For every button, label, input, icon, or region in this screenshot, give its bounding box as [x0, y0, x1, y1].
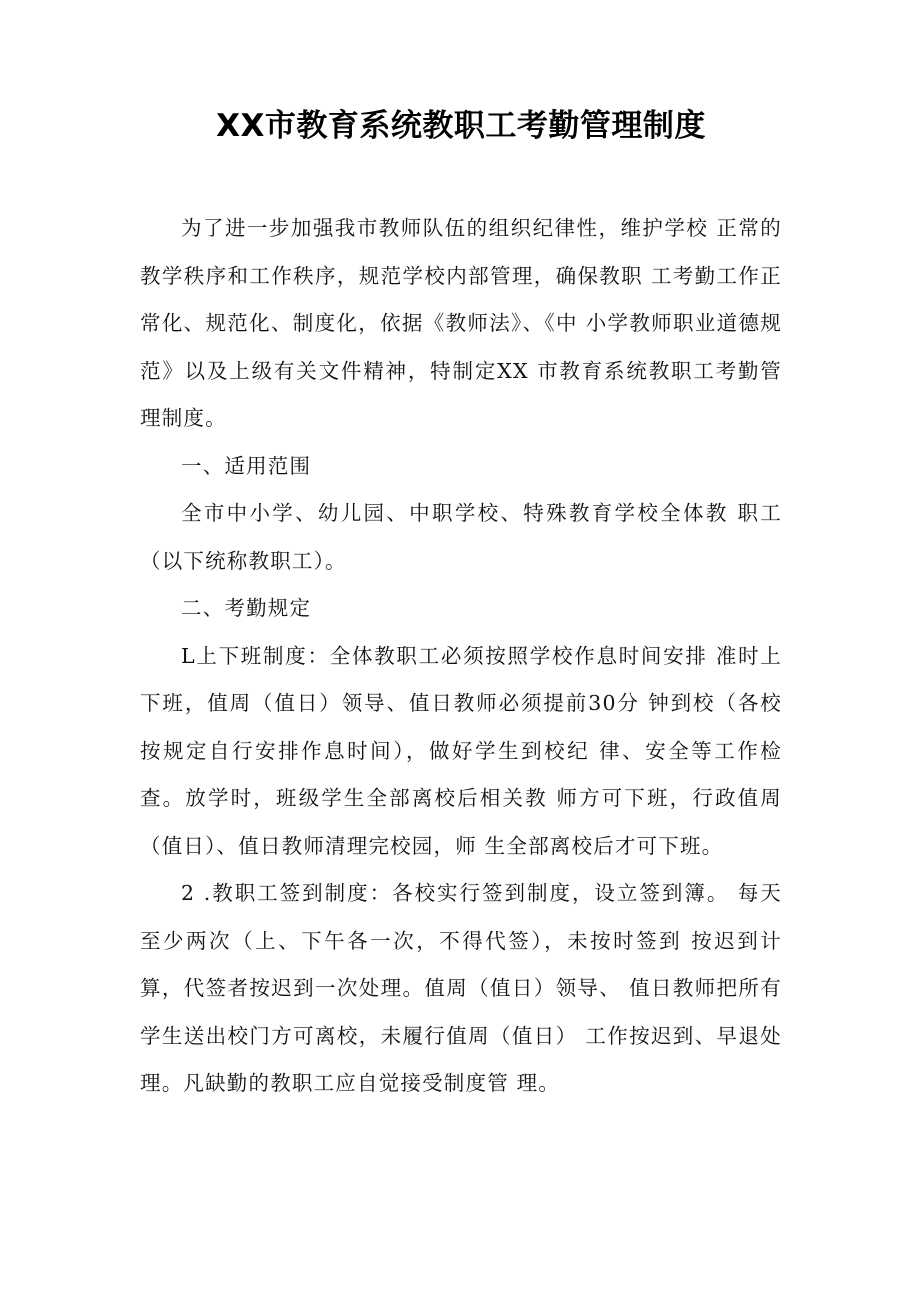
- document-body: [140, 205, 782, 1108]
- intro-paragraph: 为了进一步加强我市教师队伍的组织纪律性，维护学校 正常的教学秩序和工作秩序，规范学校内部管理，确保教职 工考勤工作正常化、规范化、制度化，依据《教师法》、《中 小学教师职业道德规范》以及上级有关文件精神，特制定XX 市教育系统教职工考勤管理制度。: [140, 216, 782, 431]
- section-heading-scope: 一、适用范围: [181, 453, 312, 478]
- scope-paragraph: 全市中小学、幼儿园、中职学校、特殊教育学校全体教 职工（以下统称教职工）。: [140, 501, 782, 573]
- section-heading-attendance-rules: 二、考勤规定: [181, 596, 312, 621]
- section-attendance-rules: [140, 585, 782, 1108]
- section-scope: [140, 443, 782, 586]
- work-hours-paragraph: L上下班制度：全体教职工必须按照学校作息时间安排 准时上下班，值周（值日）领导、值日教师必须提前30分 钟到校（各校按规定自行安排作息时间），做好学生到校纪 律、安全等工作检查。放学时，班级学生全部离校后相关教 师方可下班，行政值周（值日）、值日教师清理完校园，师 生全部离校后才可下班。: [140, 643, 782, 858]
- sign-in-paragraph: 2 .教职工签到制度：各校实行签到制度，设立签到簿。 每天至少两次（上、下午各一次，不得代签），未按时签到 按迟到计算，代签者按迟到一次处理。值周（值日）领导、 值日教师把所有学生送出校门方可离校，未履行值周（值日） 工作按迟到、早退处理。凡缺勤的教职工应自觉接受制度管 理。: [140, 881, 782, 1096]
- document-title: XX市教育系统教职工考勤管理制度: [216, 108, 706, 144]
